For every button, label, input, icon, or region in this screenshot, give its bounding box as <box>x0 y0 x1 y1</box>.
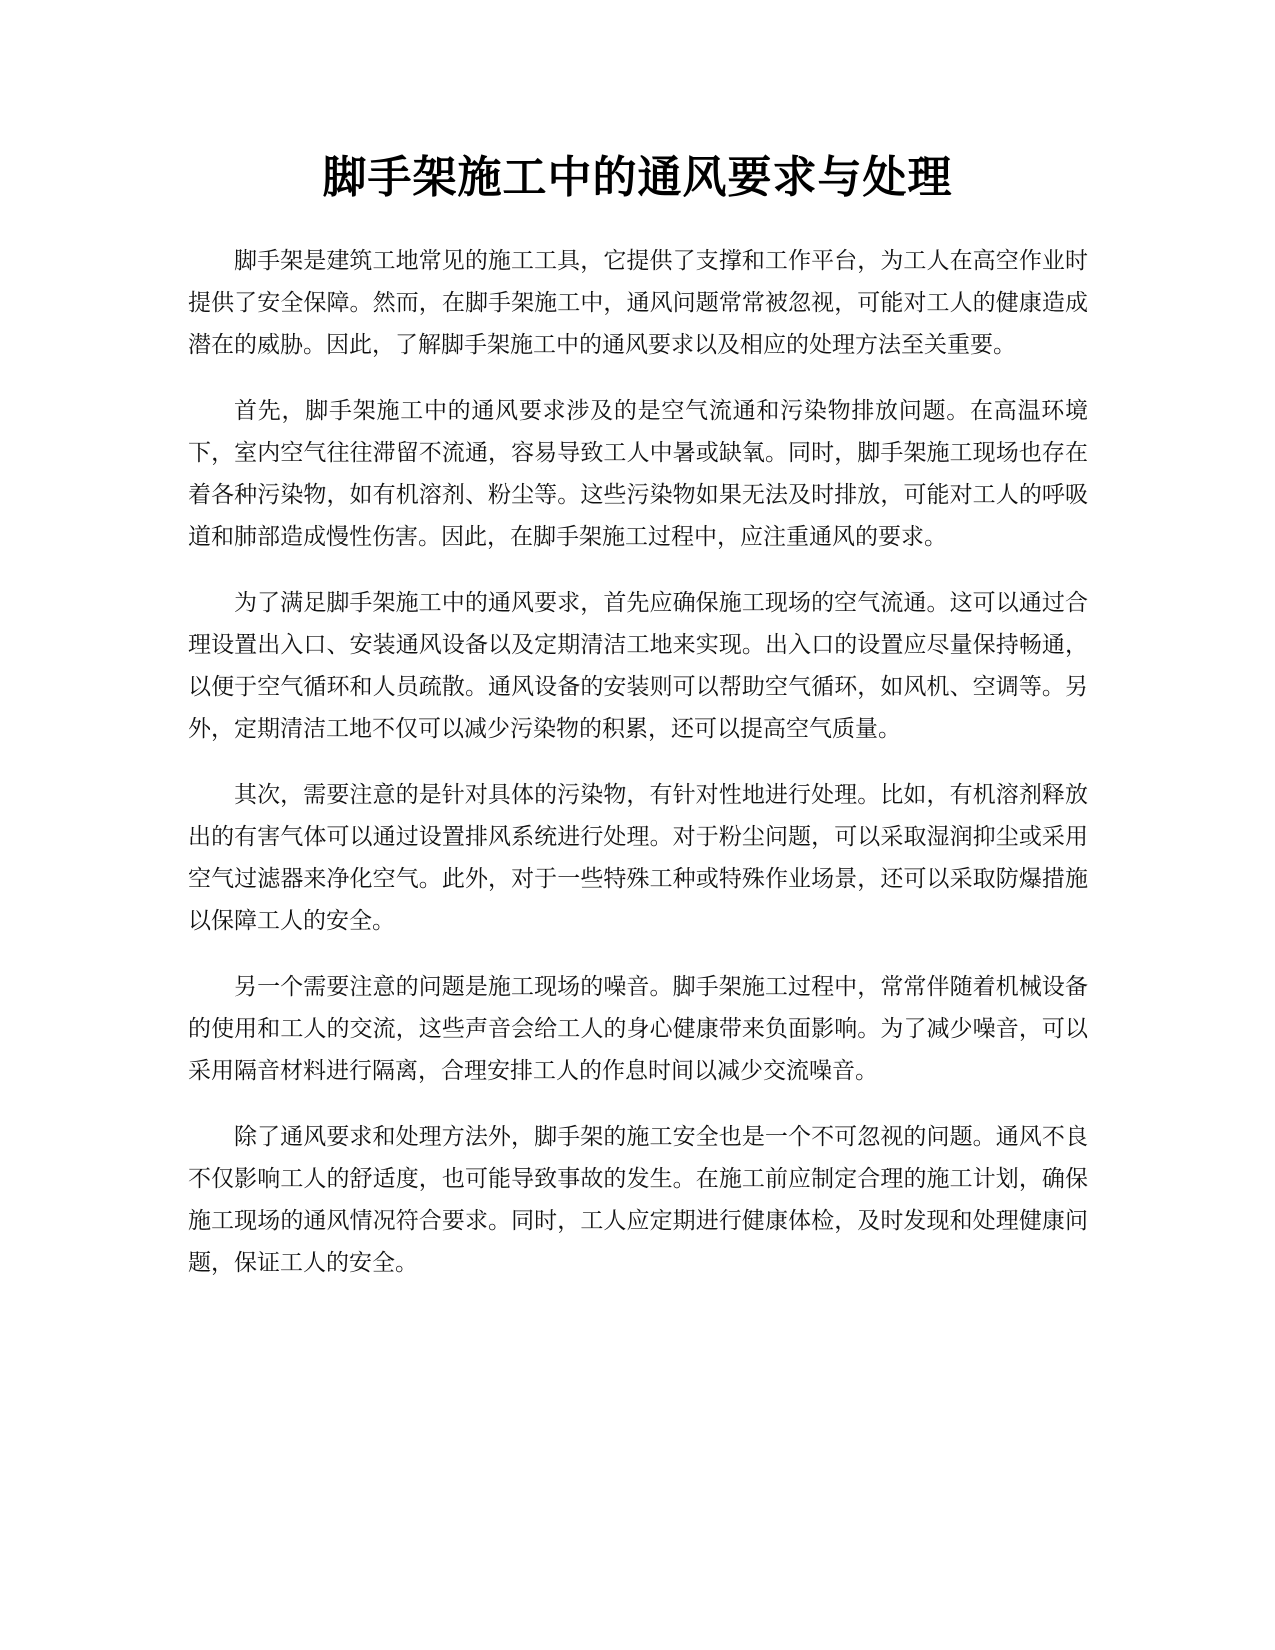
paragraph-3: 为了满足脚手架施工中的通风要求，首先应确保施工现场的空气流通。这可以通过合理设置出入口、安装通风设备以及定期清洁工地来实现。出入口的设置应尽量保持畅通，以便于空气循环和人员疏散。通风设备的安装则可以帮助空气循环，如风机、空调等。另外，定期清洁工地不仅可以减少污染物的积累，还可以提高空气质量。 <box>188 590 1088 742</box>
paragraph-6: 除了通风要求和处理方法外，脚手架的施工安全也是一个不可忽视的问题。通风不良不仅影响工人的舒适度，也可能导致事故的发生。在施工前应制定合理的施工计划，确保施工现场的通风情况符合要求。同时，工人应定期进行健康体检，及时发现和处理健康问题，保证工人的安全。 <box>188 1124 1088 1276</box>
document-title: 脚手架施工中的通风要求与处理 <box>322 152 953 203</box>
document-body <box>188 240 1088 1308</box>
paragraph-1: 脚手架是建筑工地常见的施工工具，它提供了支撑和工作平台，为工人在高空作业时提供了安全保障。然而，在脚手架施工中，通风问题常常被忽视，可能对工人的健康造成潜在的威胁。因此，了解脚手架施工中的通风要求以及相应的处理方法至关重要。 <box>188 248 1088 358</box>
paragraph-5: 另一个需要注意的问题是施工现场的噪音。脚手架施工过程中，常常伴随着机械设备的使用和工人的交流，这些声音会给工人的身心健康带来负面影响。为了减少噪音，可以采用隔音材料进行隔离，合理安排工人的作息时间以减少交流噪音。 <box>188 974 1088 1084</box>
paragraph-2: 首先，脚手架施工中的通风要求涉及的是空气流通和污染物排放问题。在高温环境下，室内空气往往滞留不流通，容易导致工人中暑或缺氧。同时，脚手架施工现场也存在着各种污染物，如有机溶剂、粉尘等。这些污染物如果无法及时排放，可能对工人的呼吸道和肺部造成慢性伤害。因此，在脚手架施工过程中，应注重通风的要求。 <box>188 398 1088 550</box>
paragraph-4: 其次，需要注意的是针对具体的污染物，有针对性地进行处理。比如，有机溶剂释放出的有害气体可以通过设置排风系统进行处理。对于粉尘问题，可以采取湿润抑尘或采用空气过滤器来净化空气。此外，对于一些特殊工种或特殊作业场景，还可以采取防爆措施以保障工人的安全。 <box>188 782 1088 934</box>
